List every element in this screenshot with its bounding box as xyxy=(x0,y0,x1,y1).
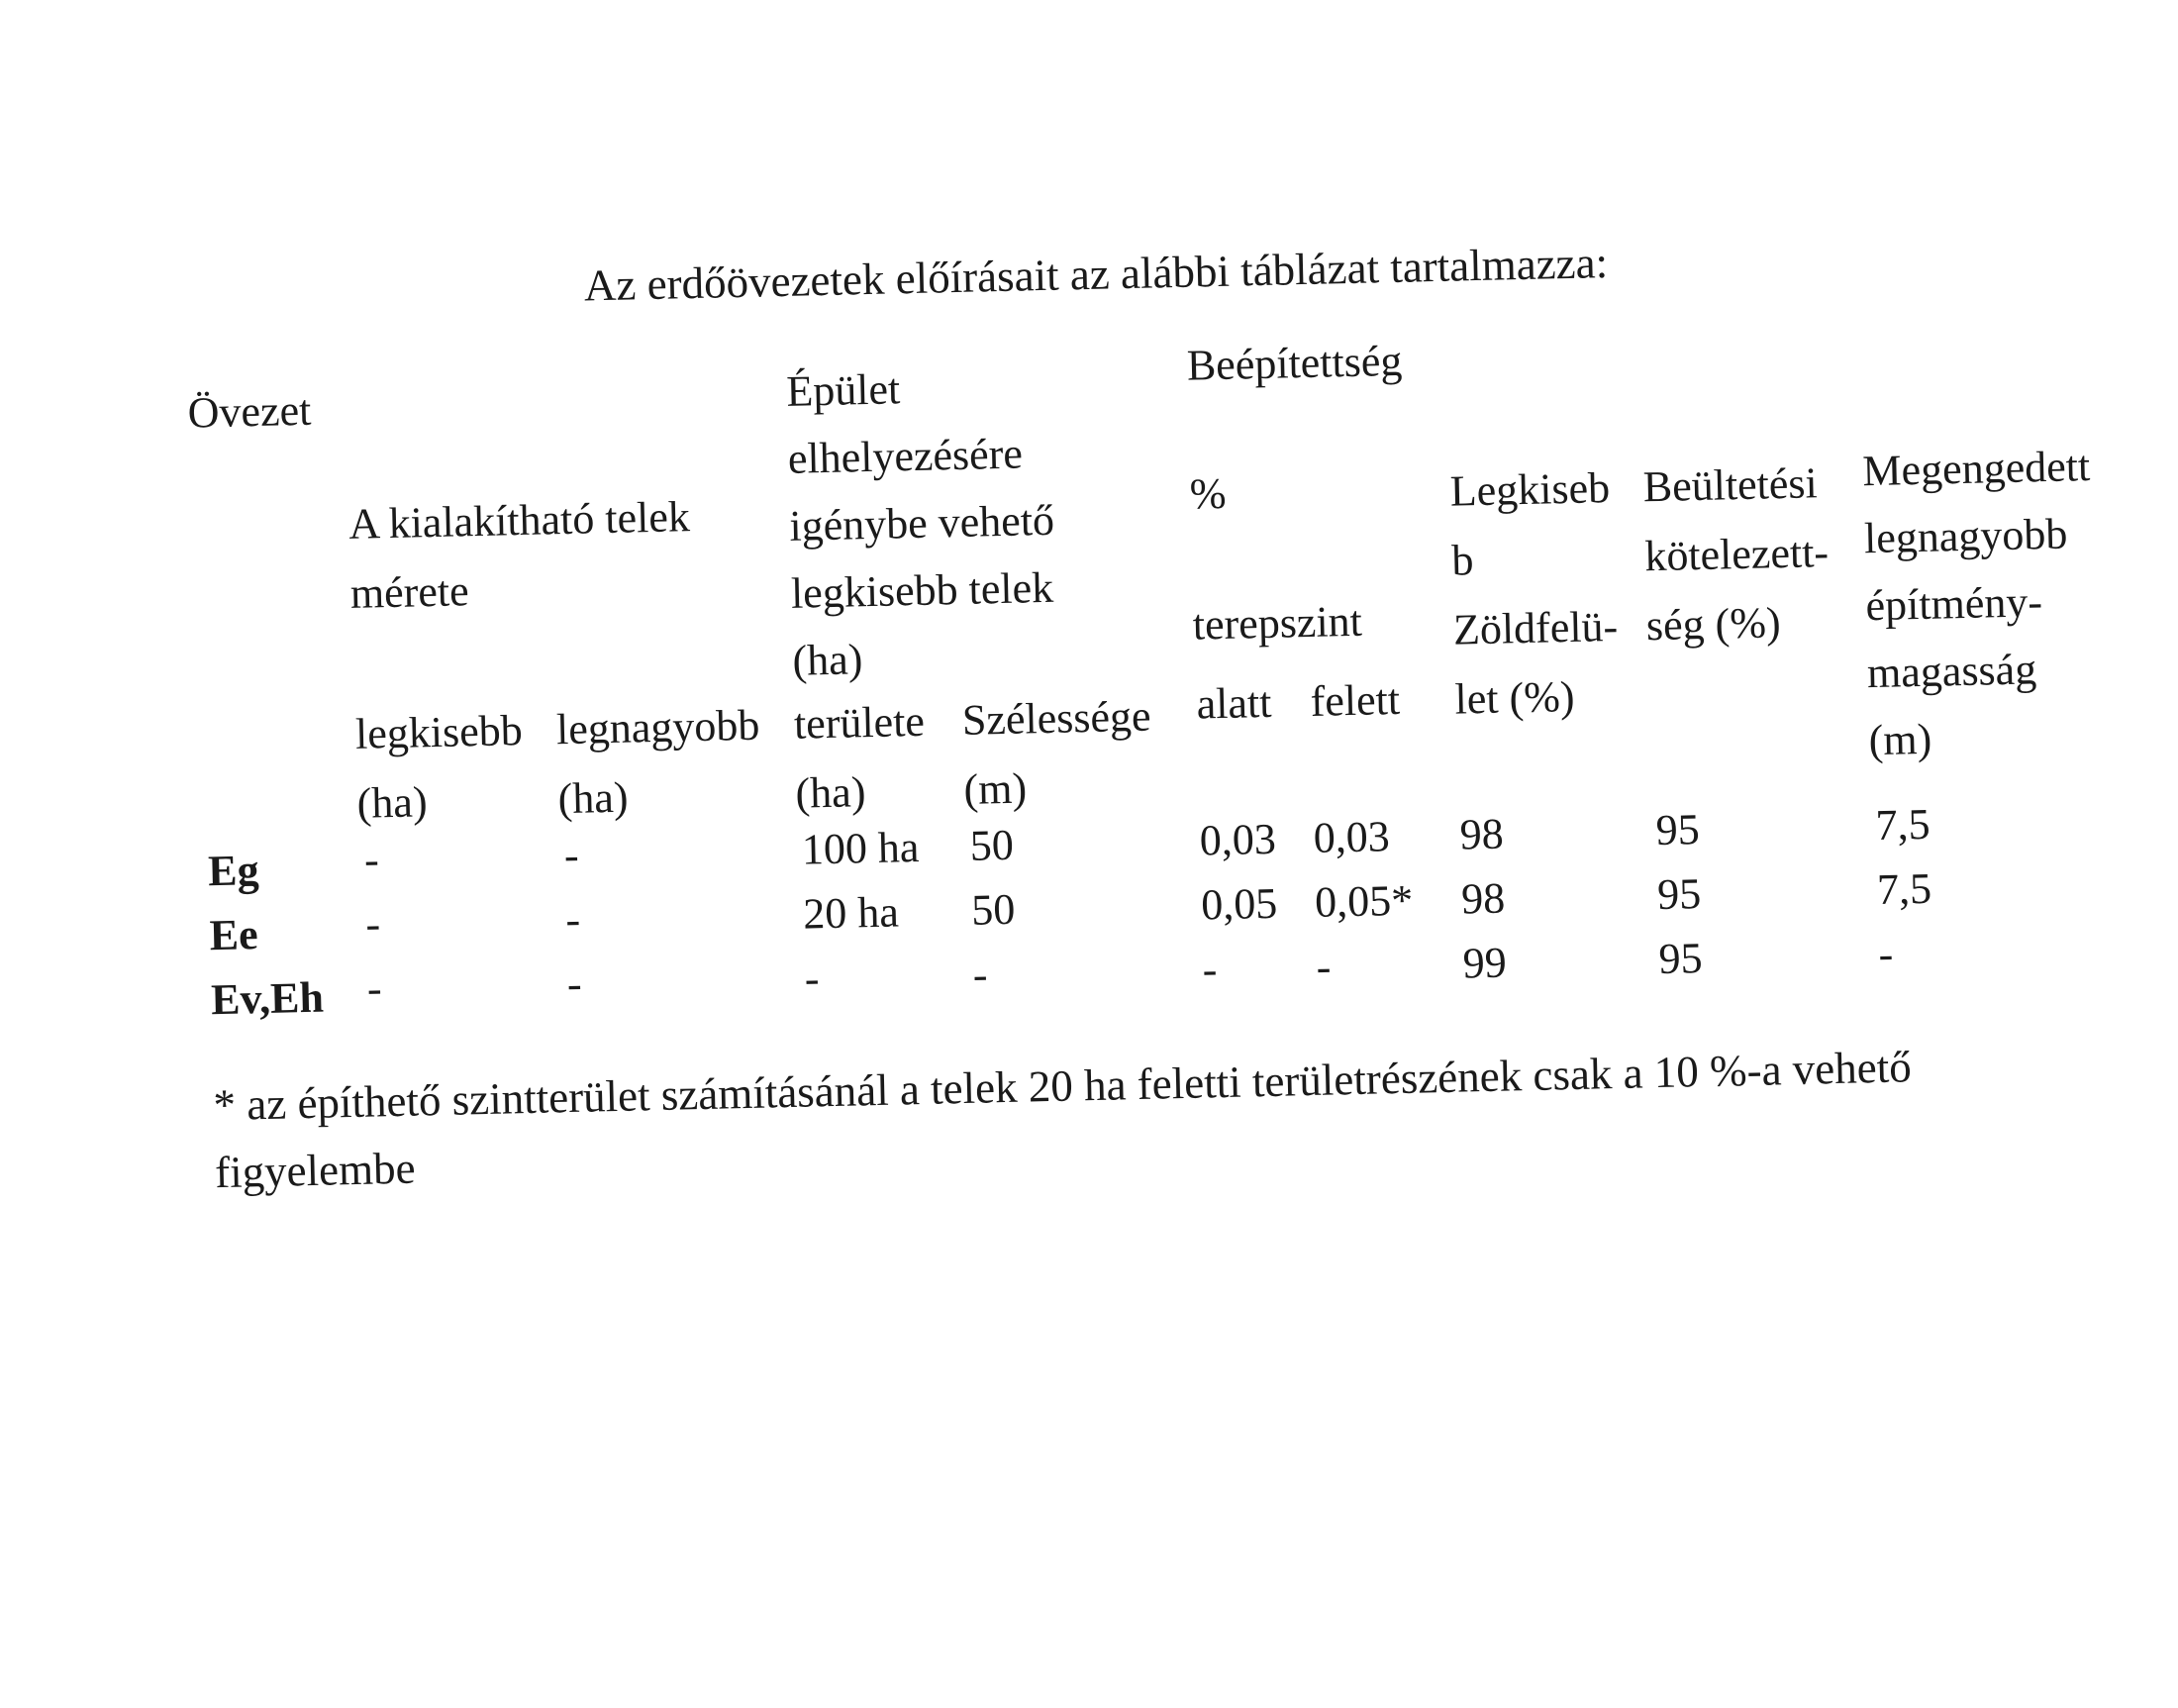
page-title: Az erdőövezetek előírásait az alábbi táblázat tartalmazza: xyxy=(583,238,1609,311)
row-green: 99 xyxy=(1462,938,1508,988)
row-below: 0,05 xyxy=(1200,878,1278,930)
row-plant: 95 xyxy=(1658,934,1704,984)
row-min: - xyxy=(363,835,380,884)
header-beultetesi: Beültetési kötelezett- ség (%) xyxy=(1642,458,1830,651)
row-max: - xyxy=(563,830,580,880)
row-height: 7,5 xyxy=(1875,799,1931,851)
header-zoldfelulet: Legkiseb b Zöldfelü- let (%) xyxy=(1449,463,1619,724)
row-below: 0,03 xyxy=(1199,814,1277,865)
row-width: 50 xyxy=(969,820,1015,870)
footnote: * az építhető szintterület számításánál a telek 20 ha feletti területrészének csak a 10 %-a vehető figyelembe xyxy=(213,1042,1913,1198)
header-megengedett: Megengedett legnagyobb építmény- magasság (m) xyxy=(1861,442,2091,765)
row-plant: 95 xyxy=(1656,869,1702,920)
header-telek: A kialakítható telek mérete xyxy=(347,492,691,618)
row-width: - xyxy=(972,950,988,999)
row-zone: Ev,Eh xyxy=(210,972,325,1025)
row-area: 20 ha xyxy=(802,887,900,939)
row-above: 0,03 xyxy=(1313,812,1391,862)
row-plant: 95 xyxy=(1655,805,1701,855)
header-beepitettseg: Beépítettség xyxy=(1186,336,1403,390)
row-above: 0,05* xyxy=(1314,875,1414,927)
header-epulet: Épület elhelyezésére igénybe vehető legkisebb telek (ha) xyxy=(785,364,1055,685)
subheader-felett: felett xyxy=(1310,674,1401,726)
header-terepszint: terepszint xyxy=(1192,596,1363,650)
subheader-legkisebb: legkisebb (ha) xyxy=(354,706,524,828)
row-zone: Ee xyxy=(209,910,259,960)
header-ovezet: Övezet xyxy=(187,385,312,438)
row-below: - xyxy=(1202,945,1218,994)
row-min: - xyxy=(366,963,383,1013)
row-max: - xyxy=(564,894,581,945)
subheader-terulete: területe (ha) xyxy=(793,696,926,818)
row-max: - xyxy=(566,958,583,1009)
subheader-alatt: alatt xyxy=(1196,677,1272,729)
row-height: - xyxy=(1877,929,1894,978)
row-zone: Eg xyxy=(207,846,260,896)
row-area: - xyxy=(804,954,821,1003)
header-percent: % xyxy=(1189,468,1228,519)
row-height: 7,5 xyxy=(1876,863,1932,914)
row-above: - xyxy=(1316,942,1332,991)
row-area: 100 ha xyxy=(801,822,920,874)
subheader-szelessege: Szélessége (m) xyxy=(961,691,1152,814)
subheader-legnagyobb: legnagyobb (ha) xyxy=(555,700,760,824)
row-green: 98 xyxy=(1460,873,1506,924)
row-width: 50 xyxy=(970,884,1016,935)
row-green: 98 xyxy=(1459,809,1505,859)
row-min: - xyxy=(364,899,381,949)
